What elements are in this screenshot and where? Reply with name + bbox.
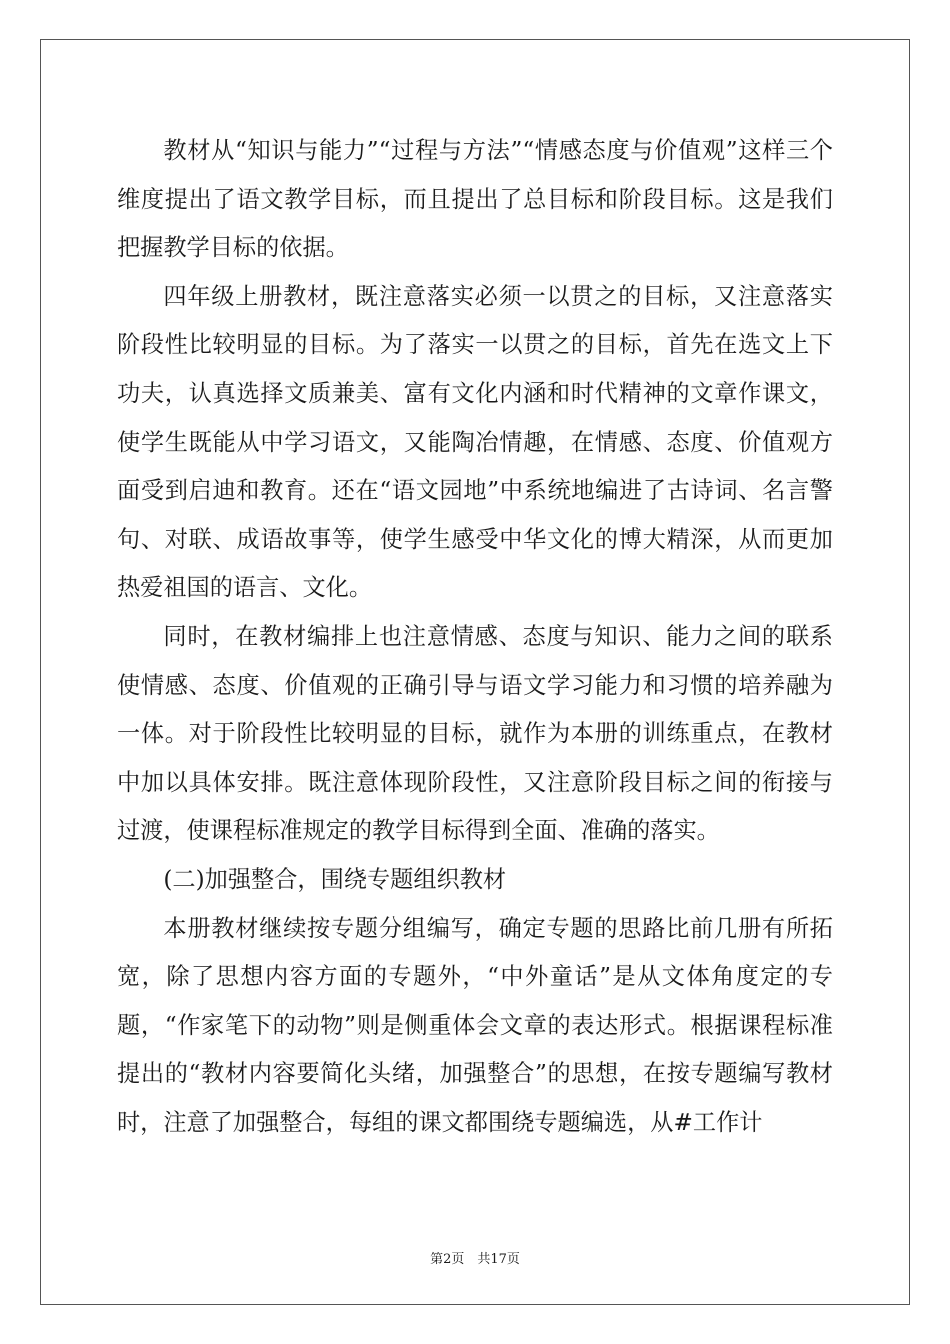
section-heading-integration: (二)加强整合，围绕专题组织教材 (163, 865, 507, 893)
paragraph-grade-four-textbook: 四年级上册教材，既注意落实必须一以贯之的目标，又注意落实阶段性比较明显的目标。为了落实一以贯之的目标，首先在选文上下功夫，认真选择文质兼美、富有文化内涵和时代精神的文章作课文，使学生既能从中学习语文，又能陶冶情趣，在情感、态度、价值观方面受到启迪和教育。还在“语文园地”中系统地编进了古诗词、名言警句、对联、成语故事等，使学生感受中华文化的博大精深，从而更加热爱祖国的语言、文化。 (117, 282, 833, 602)
paragraph-emotion-ability-link: 同时，在教材编排上也注意情感、态度与知识、能力之间的联系使情感、态度、价值观的正确引导与语文学习能力和习惯的培养融为一体。对于阶段性比较明显的目标，就作为本册的训练重点，在教材中加以具体安排。既注意体现阶段性，又注意阶段目标之间的衔接与过渡，使课程标准规定的教学目标得到全面、准确的落实。 (117, 622, 833, 845)
paragraph-thematic-grouping: 本册教材继续按专题分组编写，确定专题的思路比前几册有所拓宽，除了思想内容方面的专题外，“中外童话”是从文体角度定的专题，“作家笔下的动物”则是侧重体会文章的表达形式。根据课程标准提出的“教材内容要简化头绪，加强整合”的思想，在按专题编写教材时，注意了加强整合，每组的课文都围绕专题编选，从#工作计 (117, 914, 833, 1136)
document-body (117, 127, 833, 1147)
paragraph-objectives-dimensions: 教材从“知识与能力”“过程与方法”“情感态度与价值观”这样三个维度提出了语文教学目标，而且提出了总目标和阶段目标。这是我们把握教学目标的依据。 (117, 137, 833, 262)
page-number-footer: 第2页 共17页 (430, 1252, 520, 1267)
